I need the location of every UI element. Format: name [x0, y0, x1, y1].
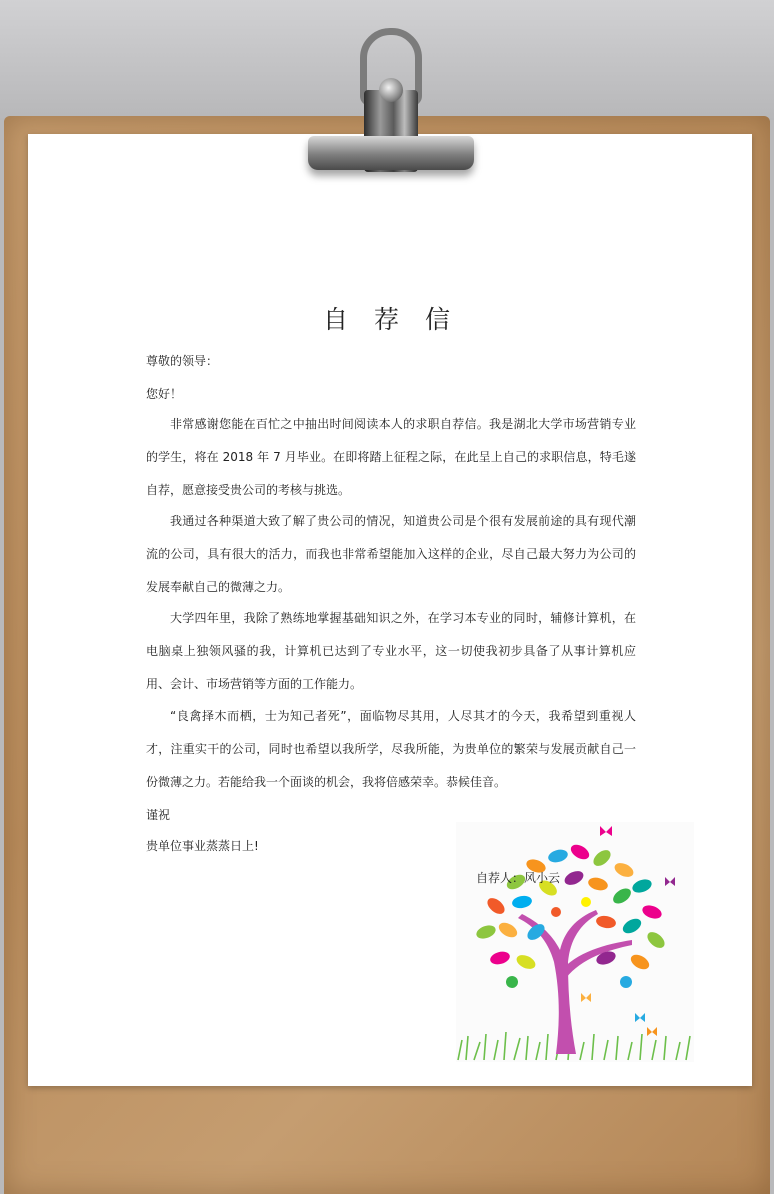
signature: 自荐人：风小云	[476, 871, 561, 885]
binder-clip-icon	[300, 28, 480, 178]
letter-title: 自 荐 信	[323, 305, 459, 334]
salutation: 尊敬的领导：	[146, 354, 219, 368]
paragraph-2: 我通过各种渠道大致了解了贵公司的情况，知道贵公司是个很有发展前途的具有现代潮流的公司，具有很大的活力，而我也非常希望能加入这样的企业，尽自己最大努力为公司的发展奉献自己的微薄之力。	[146, 514, 636, 594]
greeting: 您好！	[146, 387, 183, 401]
decorative-tree-icon	[456, 822, 694, 1062]
paragraph-3: 大学四年里，我除了熟练地掌握基础知识之外，在学习本专业的同时，辅修计算机，在电脑桌上独领风骚的我，计算机已达到了专业水平，这一切使我初步具备了从事计算机应用、会计、市场营销等方面的工作能力。	[146, 611, 636, 691]
paragraph-4: “良禽择木而栖，士为知己者死”，面临物尽其用，人尽其才的今天，我希望到重视人才，注重实干的公司，同时也希望以我所学，尽我所能，为贵单位的繁荣与发展贡献自己一份微薄之力。若能给我一个面谈的机会，我将倍感荣幸。恭候佳音。	[146, 709, 636, 789]
paragraph-1: 非常感谢您能在百忙之中抽出时间阅读本人的求职自荐信。我是湖北大学市场营销专业的学生，将在 2018 年 7 月毕业。在即将踏上征程之际，在此呈上自己的求职信息，特毛遂自荐，愿意接受贵公司的考核与挑选。	[146, 417, 636, 497]
closing: 谨祝	[146, 808, 171, 822]
closing-wish: 贵单位事业蒸蒸日上!	[146, 839, 259, 853]
